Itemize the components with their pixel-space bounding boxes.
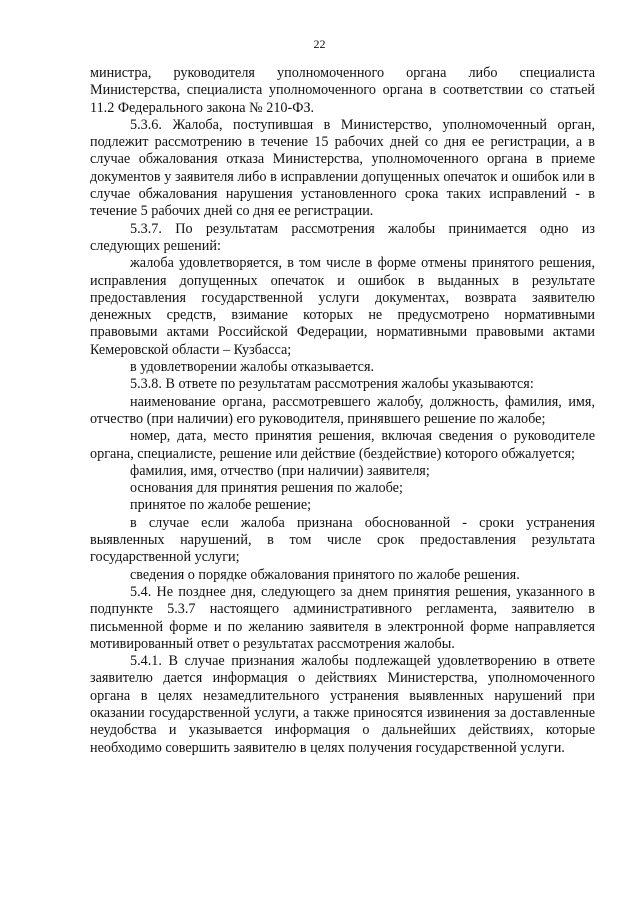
paragraph: принятое по жалобе решение; (130, 497, 312, 514)
paragraph: наименование органа, рассмотревшего жалобу, должность, фамилия, имя, отчество (при наличии) его руководителя, принявшего решение по жалобе; (90, 393, 595, 427)
paragraph: 5.3.6. Жалоба, поступившая в Министерство, уполномоченный орган, подлежит рассмотрению в течение 15 рабочих дней со дня ее регистрации, а в случае обжалования отказа Министерства, уполномоченного органа в приеме документов у заявителя либо в исправлении допущенных опечаток и ошибок или в случае обжалования нарушения установленного срока таких исправлений - в течение 5 рабочих дней со дня ее регистрации. (90, 116, 595, 220)
paragraph: в удовлетворении жалобы отказывается. (130, 359, 375, 376)
paragraph: сведения о порядке обжалования принятого по жалобе решения. (130, 566, 520, 583)
page-number: 22 (313, 37, 326, 51)
document-body (90, 65, 595, 757)
paragraph: основания для принятия решения по жалобе; (130, 480, 403, 497)
paragraph: министра, руководителя уполномоченного органа либо специалиста Министерства, специалиста уполномоченного органа в соответствии со статьей 11.2 Федерального закона № 210-ФЗ. (90, 65, 595, 116)
paragraph: в случае если жалоба признана обоснованной - сроки устранения выявленных нарушений, в том числе срок предоставления результата государственной услуги; (90, 514, 595, 566)
paragraph: номер, дата, место принятия решения, включая сведения о руководителе органа, специалисте, решение или действие (бездействие) которого обжалуется; (90, 428, 595, 462)
paragraph: 5.4.1. В случае признания жалобы подлежащей удовлетворению в ответе заявителю дается информация о действиях Министерства, уполномоченного органа в целях незамедлительного устранения выявленных нарушений при оказании государственной услуги, а также приносятся извинения за доставленные неудобства и указывается информация о дальнейших действиях, которые необходимо совершить заявителю в целях получения государственной услуги. (90, 653, 595, 756)
paragraph: 5.3.8. В ответе по результатам рассмотрения жалобы указываются: (130, 376, 534, 393)
paragraph: жалоба удовлетворяется, в том числе в форме отмены принятого решения, исправления допущенных опечаток и ошибок в выданных в результате предоставления государственной услуги документах, возврата заявителю денежных средств, взимание которых не предусмотрено нормативными правовыми актами Российской Федерации, нормативными правовыми актами Кемеровской области – Кузбасса; (90, 255, 595, 358)
paragraph: фамилия, имя, отчество (при наличии) заявителя; (130, 462, 430, 479)
paragraph: 5.4. Не позднее дня, следующего за днем принятия решения, указанного в подпункте 5.3.7 настоящего административного регламента, заявителю в письменной форме и по желанию заявителя в электронной форме направляется мотивированный ответ о результатах рассмотрения жалобы. (90, 583, 595, 652)
paragraph: 5.3.7. По результатам рассмотрения жалобы принимается одно из следующих решений: (90, 220, 595, 254)
